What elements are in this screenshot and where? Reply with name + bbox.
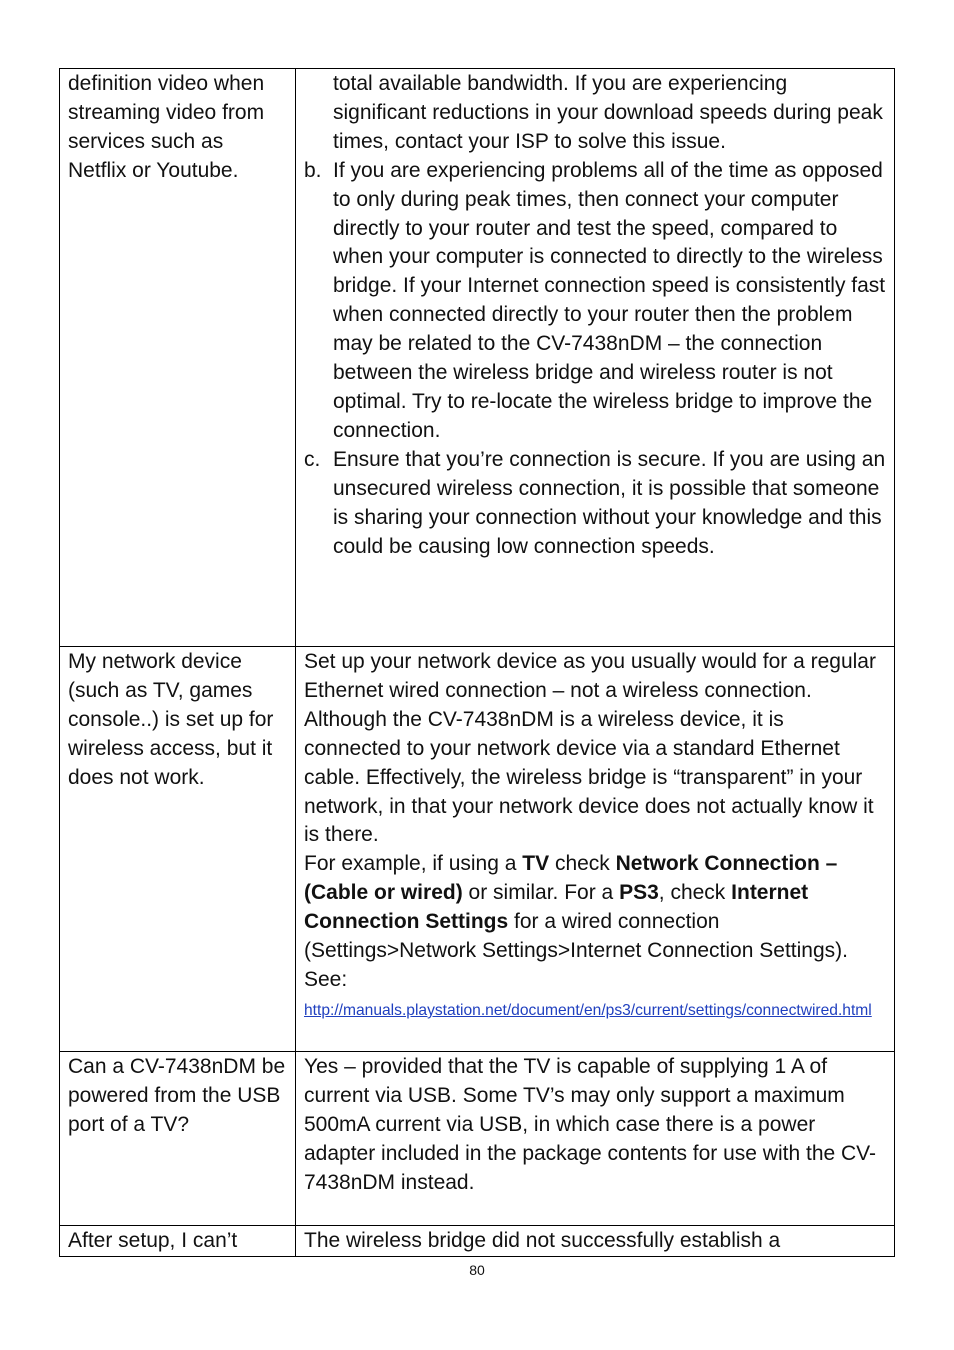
example-bold-term: Internet Connection Settings xyxy=(304,881,809,934)
example-bold-term: Network Connection – (Cable or wired) xyxy=(304,852,838,905)
table-row xyxy=(60,1226,895,1257)
table-row xyxy=(60,69,895,647)
question-cell: My network device (such as TV, games console..) is set up for wireless access, but it does not work. xyxy=(60,647,296,1052)
table-row xyxy=(60,1052,895,1226)
example-text: For example, if using a xyxy=(304,852,523,876)
list-item xyxy=(304,157,886,446)
question-cell: After setup, I can’t xyxy=(60,1226,296,1257)
answer-cell xyxy=(296,69,895,647)
answer-cell: Yes – provided that the TV is capable of supplying 1 A of current via USB. Some TV’s may only support a maximum 500mA current via USB, in which case there is a power adapter included in the package contents for use with the CV-7438nDM instead. xyxy=(296,1052,895,1226)
list-item-text: Ensure that you’re connection is secure. If you are using an unsecured wireless connection, it is possible that someone is sharing your connection without your knowledge and this could be causing low connection speeds. xyxy=(333,447,886,558)
faq-table xyxy=(59,68,895,1257)
answer-example-paragraph xyxy=(304,850,886,995)
list-marker: c. xyxy=(304,447,321,471)
example-text: , check xyxy=(658,881,732,905)
table-row xyxy=(60,647,895,1052)
example-text: for a wired connection (Settings>Network Settings>Internet Connection Settings). See: xyxy=(304,910,848,991)
example-bold-term: PS3 xyxy=(619,881,659,905)
page-number: 80 xyxy=(469,1262,485,1278)
answer-steps-list xyxy=(304,157,886,562)
list-item xyxy=(304,446,886,562)
example-text: or similar. For a xyxy=(462,881,620,905)
answer-continued-text: total available bandwidth. If you are experiencing significant reductions in your download speeds during peak times, contact your ISP to solve this issue. xyxy=(333,72,883,153)
list-item-text: If you are experiencing problems all of the time as opposed to only during peak times, then connect your computer directly to your router and test the speed, compared to when your computer is connected to directly to the wireless bridge. If your Internet connection speed is consistently fast when connected directly to your router then the problem may be related to the CV-7438nDM – the connection between the wireless bridge and wireless router is not optimal. Try to re-locate the wireless bridge to improve the connection. xyxy=(333,158,886,442)
question-cell: Can a CV-7438nDM be powered from the USB port of a TV? xyxy=(60,1052,296,1226)
answer-paragraph: Set up your network device as you usually would for a regular Ethernet wired connection – not a wireless connection. Although the CV-7438nDM is a wireless device, it is connected to your network device via a standard Ethernet cable. Effectively, the wireless bridge is “transparent” in your network, in that your network device does not actually know it is there. xyxy=(304,650,876,847)
example-bold-term: TV xyxy=(522,852,550,876)
answer-cell: The wireless bridge did not successfully establish a xyxy=(296,1226,895,1257)
list-marker: b. xyxy=(304,158,322,182)
example-text: check xyxy=(549,852,616,876)
question-cell: definition video when streaming video from services such as Netflix or Youtube. xyxy=(60,69,296,647)
answer-cell xyxy=(296,647,895,1052)
ps3-manual-link[interactable]: http://manuals.playstation.net/document/en/ps3/current/settings/connectwired.html xyxy=(304,1001,872,1019)
